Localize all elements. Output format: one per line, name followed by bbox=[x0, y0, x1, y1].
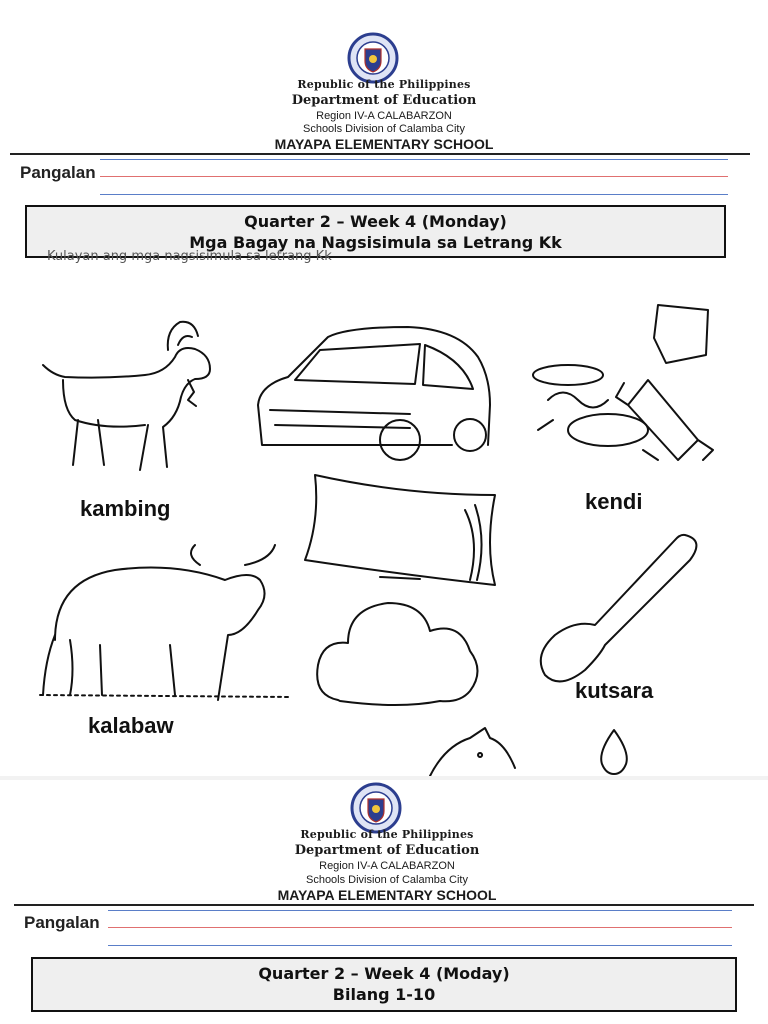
deped-seal-logo-2 bbox=[350, 782, 402, 834]
item-label-kalabaw: kalabaw bbox=[88, 713, 174, 738]
header-rule bbox=[10, 153, 750, 155]
school-name: MAYAPA ELEMENTARY SCHOOL bbox=[274, 136, 494, 152]
writing-line-mid bbox=[100, 176, 728, 177]
writing-line-bottom bbox=[100, 194, 728, 195]
department-text: Department of Education bbox=[291, 93, 477, 108]
writing-line-top-2 bbox=[108, 910, 732, 911]
region-text: Region IV-A CALABARZON bbox=[316, 110, 452, 122]
car-icon bbox=[250, 325, 495, 470]
region-text-2: Region IV-A CALABARZON bbox=[319, 860, 455, 872]
carabao-icon bbox=[40, 545, 295, 705]
writing-line-mid-2 bbox=[108, 927, 732, 928]
title-box-2 bbox=[31, 957, 737, 1012]
writing-line-bottom-2 bbox=[108, 945, 732, 946]
pillow-icon bbox=[295, 465, 505, 590]
deped-seal-logo bbox=[347, 32, 399, 84]
drop-icon bbox=[598, 728, 630, 774]
republic-text-2: Republic of the Philippines bbox=[300, 828, 474, 841]
item-label-kutsara: kutsara bbox=[575, 678, 654, 703]
page-seam bbox=[0, 776, 768, 780]
cloud-icon bbox=[313, 590, 483, 720]
title-line-2: Mga Bagay na Nagsisimula sa Letrang Kk bbox=[189, 233, 562, 252]
republic-text: Republic of the Philippines bbox=[297, 78, 471, 91]
item-label-kendi: kendi bbox=[585, 489, 643, 514]
division-text-2: Schools Division of Calamba City bbox=[305, 874, 468, 886]
department-text-2: Department of Education bbox=[294, 843, 480, 858]
instruction-text: Kulayan ang mga nagsisimula sa letrang Kk bbox=[47, 249, 332, 264]
school-name-2: MAYAPA ELEMENTARY SCHOOL bbox=[277, 887, 497, 903]
header-rule-2 bbox=[14, 904, 754, 906]
horse-icon bbox=[425, 728, 515, 778]
name-label: Pangalan bbox=[20, 163, 96, 182]
name-label-2: Pangalan bbox=[24, 913, 100, 932]
item-label-kambing: kambing bbox=[80, 496, 171, 521]
title-line-1-2: Quarter 2 – Week 4 (Moday) bbox=[258, 964, 510, 983]
title-line-2-2: Bilang 1-10 bbox=[332, 985, 436, 1004]
writing-line-top bbox=[100, 159, 728, 160]
goat-icon bbox=[38, 320, 223, 495]
candy-icon bbox=[528, 300, 718, 495]
spoon-icon bbox=[535, 530, 700, 680]
title-line-1: Quarter 2 – Week 4 (Monday) bbox=[244, 212, 507, 231]
division-text: Schools Division of Calamba City bbox=[302, 123, 465, 135]
